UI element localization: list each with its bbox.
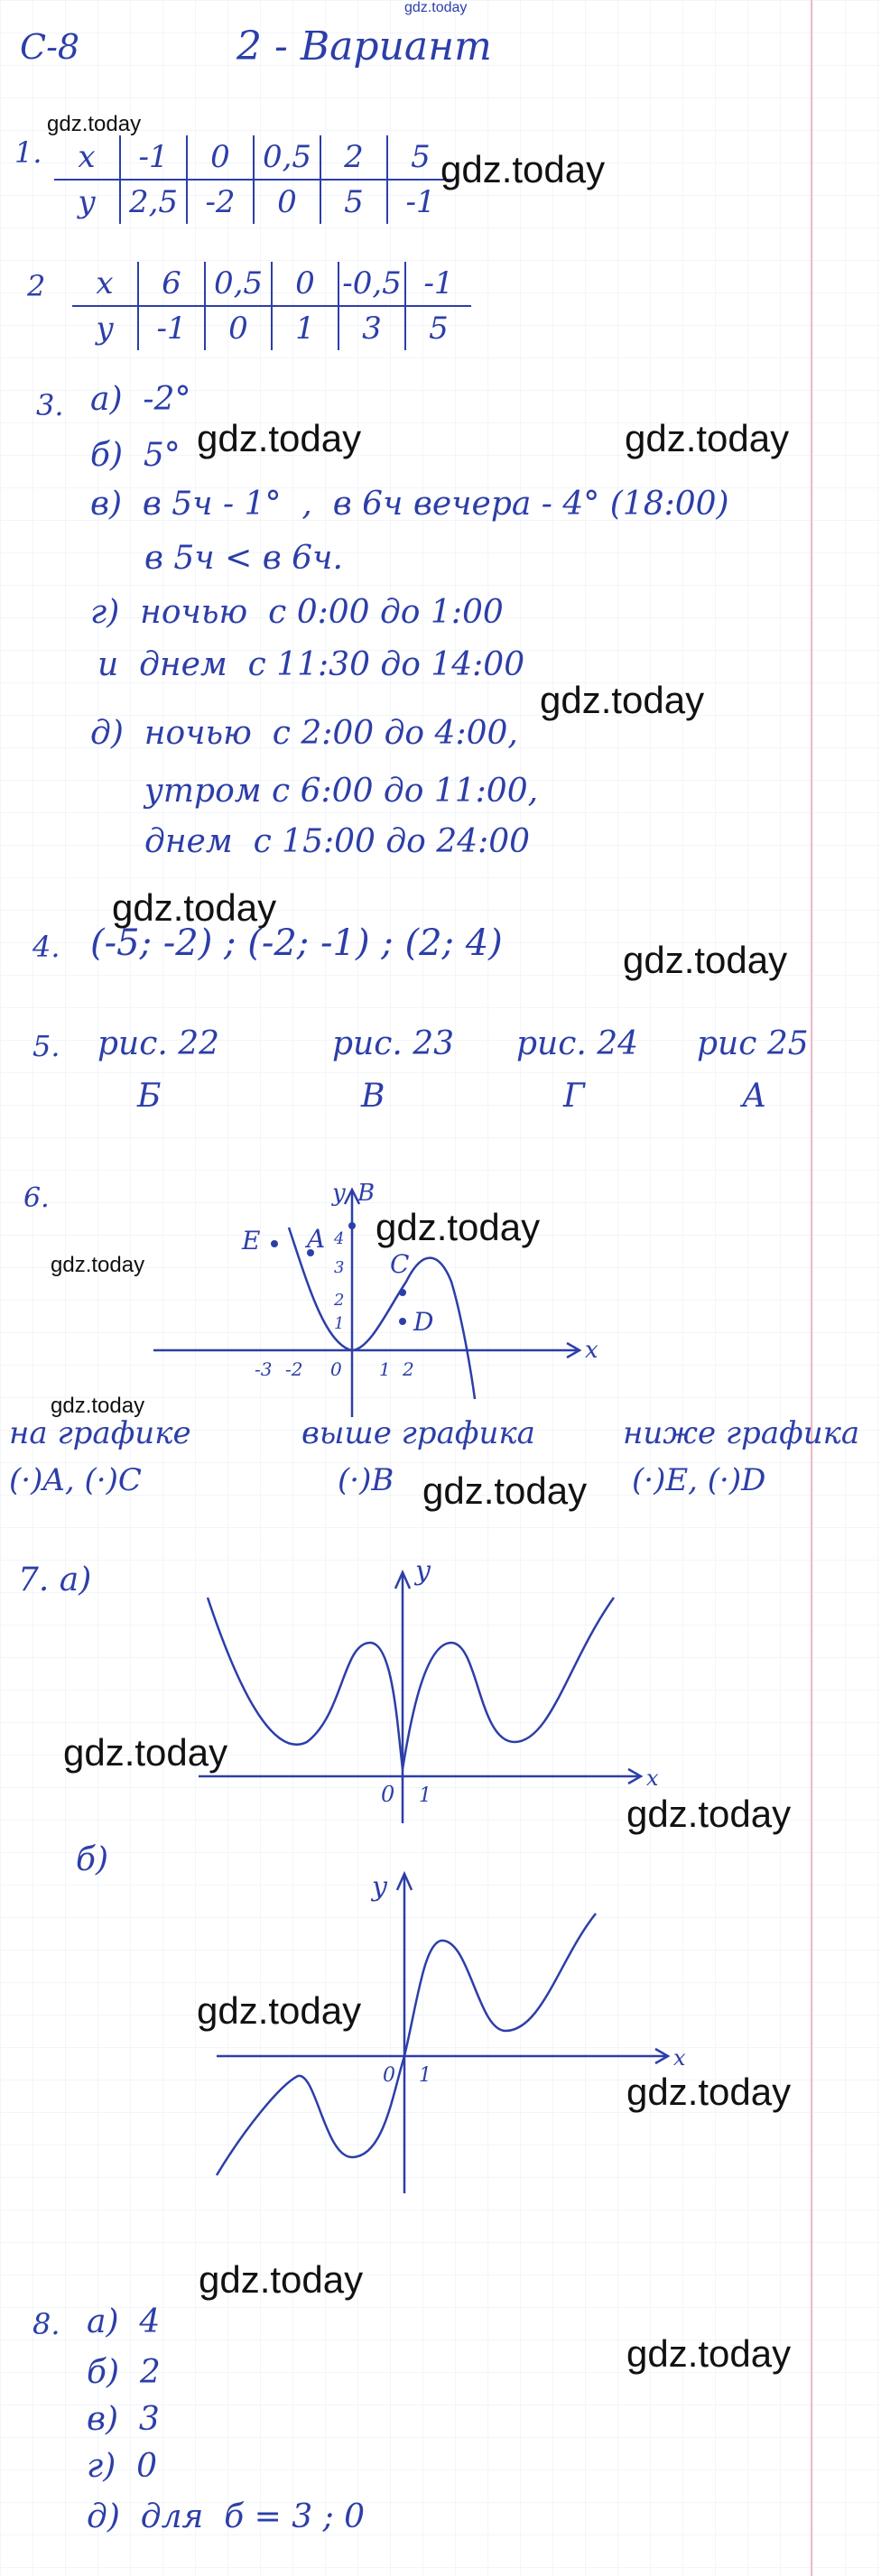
table-cell: y xyxy=(78,184,96,220)
task7-number: 7. а) xyxy=(18,1561,92,1598)
table-cell: 0,5 xyxy=(204,262,271,307)
table-cell: -1 xyxy=(119,135,186,181)
watermark-2: gdz.today xyxy=(440,148,606,190)
task2-y-row xyxy=(72,307,471,350)
task1-number: 1. xyxy=(14,135,42,170)
watermark-17: gdz.today xyxy=(626,2332,792,2375)
task8-v: в) 3 xyxy=(87,2401,160,2438)
task1-x-row xyxy=(54,135,453,181)
table-cell: x xyxy=(54,135,119,181)
task5-pic-2: рис. 23 xyxy=(332,1025,455,1062)
table-cell: y xyxy=(96,310,114,347)
on-graph-label: на графике xyxy=(9,1415,191,1451)
watermark-3: gdz.today xyxy=(197,417,362,459)
table-cell: -1 xyxy=(386,181,453,224)
task3-d3: днем с 15:00 до 24:00 xyxy=(144,823,531,860)
task3-a: а) -2° xyxy=(90,381,191,418)
task5-number: 5. xyxy=(32,1029,60,1063)
task6-graph xyxy=(153,1173,605,1426)
task5-ans-4: А xyxy=(742,1078,767,1115)
y-tick-4: 4 xyxy=(334,1229,345,1248)
task3-b: б) 5° xyxy=(90,437,181,474)
table-cell: 0,5 xyxy=(253,135,320,181)
table-cell: 0 xyxy=(271,262,338,307)
task8-g: г) 0 xyxy=(87,2448,158,2485)
x-axis-label: x xyxy=(673,2045,686,2071)
watermark-10: gdz.today xyxy=(51,1394,145,1418)
task3-v2: в 5ч < в 6ч. xyxy=(144,540,343,577)
task3-d2: утром с 6:00 до 11:00, xyxy=(144,773,539,810)
task2-x-row xyxy=(72,262,471,307)
table-cell: -2 xyxy=(186,181,253,224)
task7b-label: б) xyxy=(76,1841,109,1878)
task5-ans-3: Г xyxy=(563,1078,585,1115)
task7a-graph xyxy=(190,1561,659,1832)
task1-table xyxy=(54,135,453,224)
y-axis-label: y xyxy=(332,1180,346,1207)
table-cell: 2,5 xyxy=(119,181,186,224)
above-graph-points: (·)B xyxy=(338,1462,394,1498)
task3-g1: г) ночью с 0:00 до 1:00 xyxy=(90,594,504,631)
point-e-label: E xyxy=(242,1226,261,1256)
point-b-label: B xyxy=(357,1180,376,1207)
table-cell: 0 xyxy=(204,307,271,350)
x-axis-label: x xyxy=(646,1765,659,1791)
point-c xyxy=(399,1289,406,1296)
origin-label: 0 xyxy=(383,2064,395,2087)
function-curve xyxy=(208,1598,614,1769)
point-c-label: C xyxy=(390,1249,410,1279)
task8-b: б) 2 xyxy=(87,2354,161,2391)
x-tick-2: 2 xyxy=(403,1358,414,1380)
watermark-15: gdz.today xyxy=(626,2071,792,2113)
table-cell: -0,5 xyxy=(338,262,404,307)
task1-y-row xyxy=(54,181,453,224)
watermark-9: gdz.today xyxy=(376,1206,541,1248)
y-axis-label: y xyxy=(415,1561,431,1587)
task3-g2: и днем с 11:30 до 14:00 xyxy=(97,646,525,683)
point-a-label: A xyxy=(307,1224,326,1254)
watermark-6: gdz.today xyxy=(112,886,277,929)
on-graph-points: (·)A, (·)C xyxy=(9,1462,142,1498)
table-cell: 0 xyxy=(253,181,320,224)
watermark-12: gdz.today xyxy=(63,1731,228,1774)
task2-table xyxy=(72,262,471,350)
table-cell: 1 xyxy=(271,307,338,350)
origin-label: 0 xyxy=(381,1782,395,1807)
table-cell: 5 xyxy=(404,307,471,350)
table-cell: -1 xyxy=(404,262,471,307)
below-graph-label: ниже графика xyxy=(623,1415,860,1451)
watermark-top: gdz.today xyxy=(404,0,468,15)
task5-pic-1: рис. 22 xyxy=(97,1025,220,1062)
task3-number: 3. xyxy=(36,388,64,422)
table-cell: 3 xyxy=(338,307,404,350)
task8-number: 8. xyxy=(32,2307,60,2341)
y-tick-3: 3 xyxy=(334,1258,345,1277)
above-graph-label: выше графика xyxy=(301,1415,535,1451)
task8-d: д) для б = 3 ; 0 xyxy=(87,2498,366,2535)
function-curve xyxy=(217,1913,596,2175)
x-tick-1: 1 xyxy=(419,2064,431,2087)
point-d xyxy=(399,1318,406,1325)
table-cell: 2 xyxy=(320,135,386,181)
watermark-13: gdz.today xyxy=(626,1793,792,1835)
point-e xyxy=(271,1240,278,1247)
task5-ans-2: В xyxy=(361,1078,385,1115)
task5-pic-4: рис 25 xyxy=(697,1025,809,1062)
x-tick-1: 1 xyxy=(379,1358,391,1380)
task4-text: (-5; -2) ; (-2; -1) ; (2; 4) xyxy=(90,922,503,964)
task3-d1: д) ночью с 2:00 до 4:00, xyxy=(90,715,518,752)
watermark-11: gdz.today xyxy=(422,1469,588,1512)
watermark-1: gdz.today xyxy=(47,112,142,136)
below-graph-points: (·)E, (·)D xyxy=(632,1462,766,1498)
watermark-8: gdz.today xyxy=(51,1253,145,1277)
task2-number: 2 xyxy=(27,269,46,303)
watermark-16: gdz.today xyxy=(199,2258,364,2301)
task3-v: в) в 5ч - 1° , в 6ч вечера - 4° (18:00) xyxy=(90,486,729,523)
table-cell: 6 xyxy=(137,262,204,307)
table-cell: 5 xyxy=(320,181,386,224)
margin-line xyxy=(811,0,812,2576)
task5-ans-1: Б xyxy=(137,1078,162,1115)
x-tick-0: 0 xyxy=(330,1358,342,1380)
table-cell: -1 xyxy=(137,307,204,350)
watermark-4: gdz.today xyxy=(625,417,790,459)
y-tick-2: 2 xyxy=(334,1291,345,1310)
page-code: С-8 xyxy=(20,27,80,67)
watermark-5: gdz.today xyxy=(540,679,705,721)
x-axis-label: x xyxy=(585,1337,598,1364)
x-tick-neg2: -2 xyxy=(285,1358,303,1380)
watermark-14: gdz.today xyxy=(197,1989,362,2032)
x-tick-neg3: -3 xyxy=(255,1358,273,1380)
y-tick-1: 1 xyxy=(334,1314,345,1333)
table-cell: x xyxy=(72,262,137,307)
table-cell: 0 xyxy=(186,135,253,181)
watermark-7: gdz.today xyxy=(623,939,788,981)
y-axis-label: y xyxy=(372,1871,387,1903)
variant-title: 2 - Вариант xyxy=(236,23,492,69)
table-cell: 5 xyxy=(386,135,453,181)
point-b xyxy=(348,1222,356,1229)
task8-a: а) 4 xyxy=(87,2303,161,2340)
x-tick-1: 1 xyxy=(419,1784,431,1807)
task6-number: 6. xyxy=(23,1182,50,1214)
task5-pic-3: рис. 24 xyxy=(516,1025,639,1062)
point-d-label: D xyxy=(413,1307,434,1337)
task4-number: 4. xyxy=(32,930,60,964)
